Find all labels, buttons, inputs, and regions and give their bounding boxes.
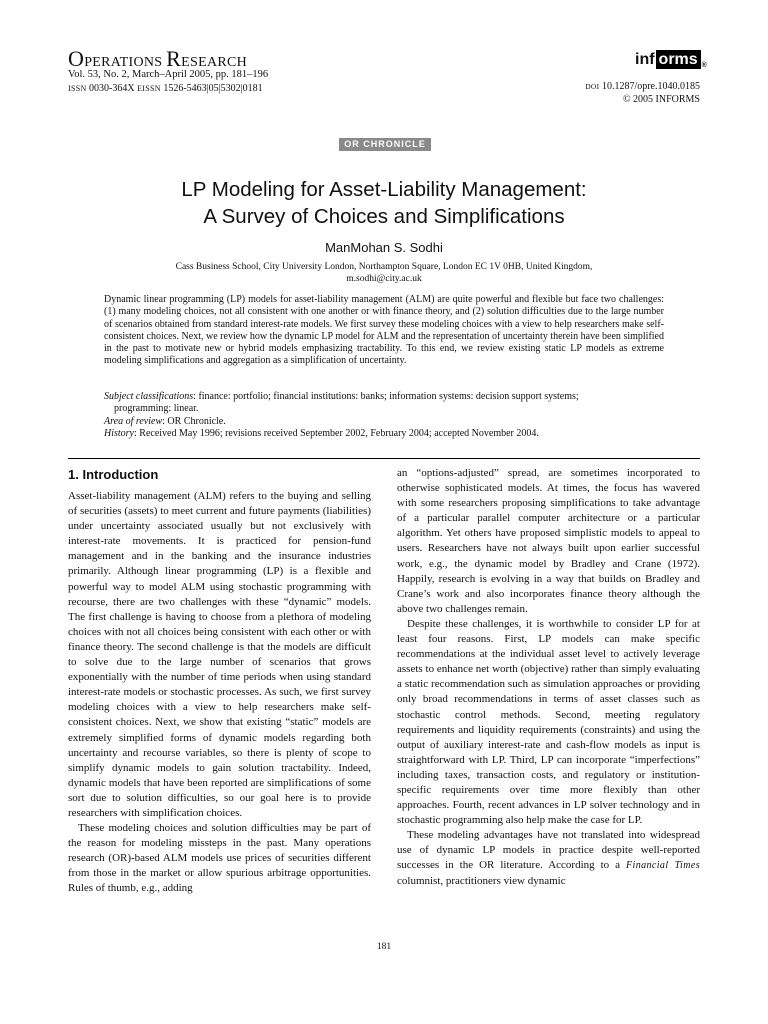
section-heading: 1. Introduction [68,467,159,482]
informs-logo [635,50,707,69]
issn-label: ISSN [68,84,87,93]
journal-rest-1: PERATIONS [84,55,167,70]
area-of-review: Area of review: OR Chronicle. [104,415,226,427]
paragraph-text: columnist, practitioners view dynamic [397,874,566,887]
paragraph: Asset-liability management (ALM) refers to the buying and selling of securities (assets) to meet current and future payments (liabilities) under uncertainty associated usually but not exclusively with interest-rate movements. It is practiced for pension-fund management and in the banking and the insurance industries primarily. Although linear programming (LP) is a flexible and powerful way to model ALM using stochastic programming with recourse, there are two challenges with these “dynamic” models. The first challenge is having to choose from a plethora of modeling choices with not all choices being consistent with each other or with finance theory. The second challenge is that the models are difficult to solve due to the large number of scenarios that grows exponentially with the number of time periods when using standard interest-rate models or stochastic processes. As such, we first survey modeling choices with a view to help researchers make self-consistent choices. Next, we show that existing “static” models are extremely simplified forms of dynamic models regarding both uncertainty and recourse variables, so there is plenty of scope to simplify dynamic models to gain solution tractability. Indeed, dynamic models that have been reported are simplifications of some sort due to solution difficulties, so our goal here is to provide researchers with simplification choices. [68,490,371,819]
journal-initial-r: R [166,46,182,71]
page-number: 181 [376,942,392,952]
paragraph: Despite these challenges, it is worthwhile to consider LP for at least four reasons. First, LP models can make specific recommendations at the individual asset level to actively leverage assets to enhance net worth (objective) rather than simply evaluating a static recommendation such as simulation approaches or providing only broad recommendations in terms of asset classes such as stochastic control methods. Second, meeting regulatory requirements and liquidity requirements (constraints) and using the output of auxiliary interest-rate and cash-flow models as input is straightforward with LP. Third, LP can incorporate “imperfections” including taxes, transaction costs, and regulatory or institution-specific requirements over time more flexibly than other approaches. Fourth, recent advances in LP solver technology and in stochastic programming also help make the case for LP. [397,617,700,827]
author-affiliation [0,261,768,285]
abstract-text: Dynamic linear programming (LP) models for asset-liability management (ALM) are quite powerful and flexible but face two challenges: (1) many modeling choices, not all consistent with one another or with finance theory, and (2) solution difficulties due to the large number of scenarios obtained from standard interest-rate models. We first survey these modeling choices with a view to help researchers make self-consistent choices. Next, we review how the dynamic LP model for ALM and the representation of uncertainty therein have been simplified in the past to motivate new or hybrid models emphasizing tractability. To this end, we review existing static LP models as extreme modeling simplifications and aggregation as a simplification of uncertainty. [104,294,664,367]
subject-text: finance: portfolio; financial institutions: banks; information systems: decision support systems; [198,391,579,402]
copyright: © 2005 INFORMS [622,94,700,105]
history-label: History [104,427,134,439]
author-email: m.sodhi@city.ac.uk [346,274,422,284]
author-name: ManMohan S. Sodhi [325,240,443,255]
title-line-1: LP Modeling for Asset-Liability Management: [181,178,587,201]
subject-classifications: Subject classifications: finance: portfolio; financial institutions: banks; information systems: decision support systems; [104,391,579,402]
abstract [104,294,664,368]
title-line-2: A Survey of Choices and Simplifications [203,205,565,228]
logo-text-1: inf [635,50,655,68]
issn-line [68,83,263,94]
classifications [104,391,664,440]
publication-name: Financial Times [626,860,700,872]
eissn-value: 1526-5463|05|5302|0181 [163,83,263,94]
paragraph: These modeling choices and solution difficulties may be part of the reason for modeling missteps in the past. Many operations research (OR)-based ALM models use prices of securities different from those in the market or allow spurious arbitrage opportunities. Rules of thumb, e.g., adding [68,822,371,895]
body-column-right [397,466,700,889]
paragraph [397,828,700,888]
area-label: Area of review [104,415,163,427]
divider-rule [68,458,700,459]
paragraph: an “options-adjusted” spread, are sometimes incorporated to otherwise sophisticated models. At times, the focus has wavered with some researchers proposing simplifications to take advantage of a particular parallel computer architecture or a particular algorithm. Yet others have proposed simplistic models to appeal to users. Researchers have not always built upon earlier successful work, e.g., the dynamic model by Bradley and Crane (1972). Happily, research is evolving in a way that builds on Bradley and Crane’s work and also incorporates finance theory although the above two challenges remain. [397,467,700,615]
affiliation-text: Cass Business School, City University London, Northampton Square, London EC 1V 0HB, United Kingdom, [175,262,593,272]
section-badge: OR CHRONICLE [339,138,431,151]
body-column-left [68,466,371,897]
logo-text-2: orms [656,50,701,69]
logo-registered: ® [701,62,707,69]
subject-label: Subject classifications [104,391,194,402]
doi-label: DOI [585,82,600,91]
history: History: Received May 1996; revisions received September 2002, February 2004; accepted November 2004. [104,427,539,439]
history-text: Received May 1996; revisions received September 2002, February 2004; accepted November 2004. [139,427,539,439]
volume-line: Vol. 53, No. 2, March–April 2005, pp. 181–196 [68,69,269,80]
paragraph-text: These modeling advantages have not translated into widespread use of dynamic LP models in practice despite well-reported successes in the OR literature. According to a [397,829,700,872]
doi-line [585,81,700,92]
journal-rest-2: ESEARCH [181,55,248,70]
doi-value: 10.1287/opre.1040.0185 [601,81,700,92]
issn-value: 0030-364X [89,83,135,94]
area-text: OR Chronicle. [167,415,226,427]
eissn-label: EISSN [137,84,161,93]
subject-classifications-cont: programming: linear. [114,403,199,415]
journal-initial-o: O [68,46,85,71]
